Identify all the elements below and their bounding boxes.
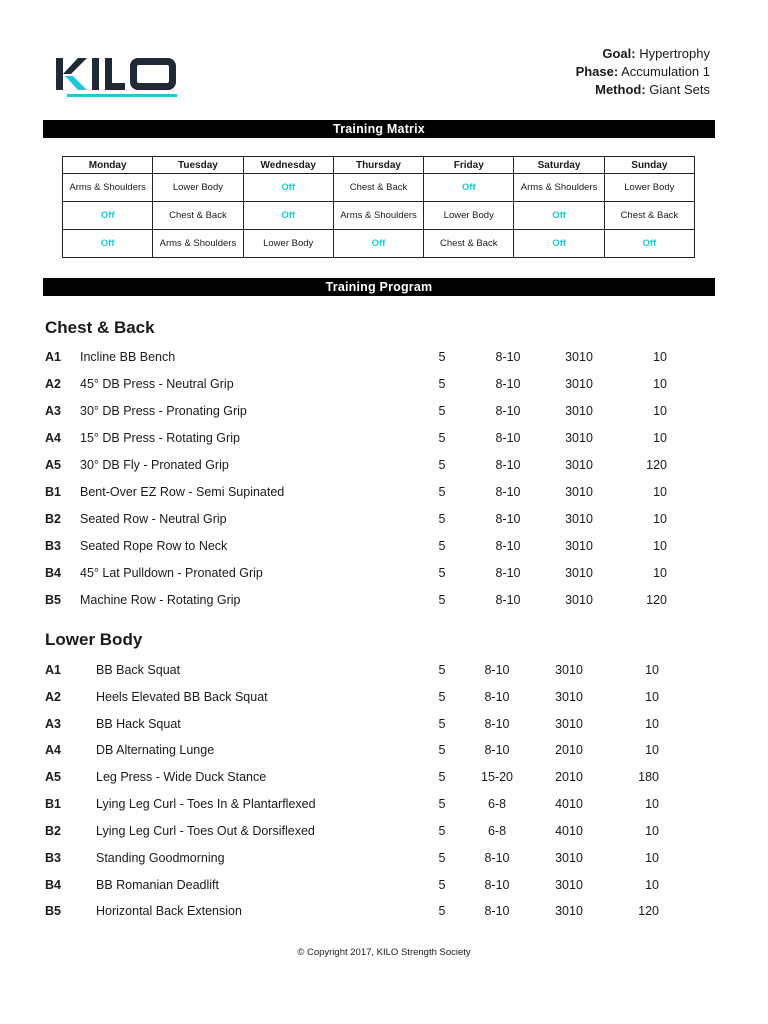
- exercise-rest: 10: [645, 690, 659, 704]
- exercise-row: [0, 483, 768, 501]
- exercise-name: 30° DB Press - Pronating Grip: [80, 404, 247, 418]
- exercise-code: B1: [45, 797, 61, 811]
- day-header: Saturday: [514, 157, 604, 174]
- exercise-sets: 5: [438, 566, 446, 580]
- exercise-tempo: 4010: [555, 824, 583, 838]
- exercise-tempo: 2010: [555, 770, 583, 784]
- day-header: Sunday: [604, 157, 694, 174]
- exercise-rest: 10: [645, 797, 659, 811]
- exercise-reps: 8-10: [484, 878, 510, 892]
- section-title: Lower Body: [45, 630, 143, 649]
- exercise-rest: 10: [653, 350, 667, 364]
- exercise-sets: 5: [438, 377, 446, 391]
- exercise-code: A4: [45, 431, 61, 445]
- exercise-code: A2: [45, 377, 61, 391]
- exercise-code: B3: [45, 851, 61, 865]
- exercise-rest: 10: [653, 566, 667, 580]
- program-meta: [576, 45, 710, 99]
- exercise-rest: 180: [638, 770, 659, 784]
- exercise-sets: 5: [438, 431, 446, 445]
- exercise-row: [0, 849, 768, 867]
- exercise-sets: 5: [438, 404, 446, 418]
- exercise-row: [0, 510, 768, 528]
- exercise-tempo: 3010: [555, 663, 583, 677]
- matrix-cell: Off: [63, 230, 153, 258]
- exercise-reps: 8-10: [495, 539, 521, 553]
- exercise-name: Seated Rope Row to Neck: [80, 539, 228, 553]
- exercise-reps: 8-10: [495, 377, 521, 391]
- exercise-rest: 120: [646, 458, 667, 472]
- section-title: Chest & Back: [45, 318, 155, 337]
- matrix-row: [63, 202, 695, 230]
- exercise-tempo: 3010: [565, 593, 593, 607]
- exercise-reps: 8-10: [495, 350, 521, 364]
- day-header: Friday: [424, 157, 514, 174]
- exercise-name: Leg Press - Wide Duck Stance: [96, 770, 267, 784]
- phase-line: Phase: Accumulation 1: [575, 64, 710, 79]
- exercise-sets: 5: [438, 743, 446, 757]
- exercise-sets: 5: [438, 690, 446, 704]
- matrix-cell: Lower Body: [153, 174, 243, 202]
- matrix-header-row: [63, 157, 695, 174]
- day-header: Tuesday: [153, 157, 243, 174]
- matrix-cell: Off: [514, 202, 604, 230]
- exercise-tempo: 3010: [565, 485, 593, 499]
- exercise-name: BB Romanian Deadlift: [96, 878, 219, 892]
- exercise-code: A2: [45, 690, 61, 704]
- exercise-sets: 5: [438, 797, 446, 811]
- exercise-row: [0, 768, 768, 786]
- exercise-code: B2: [45, 824, 61, 838]
- exercise-code: B4: [45, 878, 61, 892]
- exercise-sets: 5: [438, 485, 446, 499]
- training-matrix-header: Training Matrix: [43, 120, 715, 138]
- matrix-cell: Arms & Shoulders: [153, 230, 243, 258]
- exercise-tempo: 3010: [565, 458, 593, 472]
- exercise-rest: 10: [645, 824, 659, 838]
- exercise-tempo: 3010: [565, 431, 593, 445]
- exercise-code: A1: [45, 663, 61, 677]
- exercise-sets: 5: [438, 350, 446, 364]
- exercise-code: A5: [45, 458, 61, 472]
- training-matrix-table: [62, 156, 695, 258]
- exercise-name: Horizontal Back Extension: [96, 904, 242, 918]
- exercise-tempo: 3010: [555, 717, 583, 731]
- exercise-sets: 5: [438, 717, 446, 731]
- exercise-name: DB Alternating Lunge: [96, 743, 215, 757]
- exercise-sets: 5: [438, 851, 446, 865]
- matrix-cell: Chest & Back: [604, 202, 694, 230]
- exercise-name: Lying Leg Curl - Toes In & Plantarflexed: [96, 797, 316, 811]
- exercise-name: Lying Leg Curl - Toes Out & Dorsiflexed: [96, 824, 315, 838]
- exercise-tempo: 3010: [565, 566, 593, 580]
- exercise-reps: 8-10: [495, 566, 521, 580]
- exercise-tempo: 4010: [555, 797, 583, 811]
- exercise-name: BB Back Squat: [96, 663, 181, 677]
- exercise-tempo: 3010: [555, 878, 583, 892]
- exercise-rest: 10: [645, 743, 659, 757]
- matrix-cell: Off: [424, 174, 514, 202]
- exercise-row: [0, 402, 768, 420]
- exercise-reps: 8-10: [495, 404, 521, 418]
- matrix-cell: Arms & Shoulders: [514, 174, 604, 202]
- exercise-reps: 8-10: [495, 431, 521, 445]
- exercise-rest: 10: [645, 851, 659, 865]
- day-header: Wednesday: [243, 157, 333, 174]
- matrix-cell: Off: [243, 202, 333, 230]
- exercise-code: B5: [45, 904, 61, 918]
- exercise-code: B1: [45, 485, 61, 499]
- exercise-row: [0, 876, 768, 894]
- exercise-code: A3: [45, 404, 61, 418]
- exercise-sets: 5: [438, 904, 446, 918]
- exercise-sets: 5: [438, 824, 446, 838]
- matrix-cell: Chest & Back: [333, 174, 423, 202]
- exercise-reps: 8-10: [484, 743, 510, 757]
- exercise-tempo: 2010: [555, 743, 583, 757]
- exercise-row: [0, 822, 768, 840]
- exercise-code: A3: [45, 717, 61, 731]
- exercise-name: BB Hack Squat: [96, 717, 181, 731]
- exercise-row: [0, 375, 768, 393]
- matrix-cell: Chest & Back: [153, 202, 243, 230]
- exercise-code: B2: [45, 512, 61, 526]
- exercise-row: [0, 688, 768, 706]
- exercise-reps: 8-10: [484, 904, 510, 918]
- matrix-cell: Off: [243, 174, 333, 202]
- exercise-sets: 5: [438, 539, 446, 553]
- exercise-row: [0, 564, 768, 582]
- exercise-reps: 6-8: [487, 824, 507, 838]
- training-program-header: Training Program: [43, 278, 715, 296]
- exercise-row: [0, 902, 768, 920]
- exercise-sets: 5: [438, 593, 446, 607]
- exercise-reps: 8-10: [484, 663, 510, 677]
- exercise-name: Seated Row - Neutral Grip: [80, 512, 227, 526]
- exercise-tempo: 3010: [555, 904, 583, 918]
- exercise-row: [0, 661, 768, 679]
- exercise-reps: 8-10: [484, 851, 510, 865]
- exercise-rest: 10: [653, 377, 667, 391]
- exercise-row: [0, 741, 768, 759]
- exercise-tempo: 3010: [565, 377, 593, 391]
- exercise-row: [0, 537, 768, 555]
- exercise-tempo: 3010: [565, 512, 593, 526]
- exercise-tempo: 3010: [565, 539, 593, 553]
- exercise-code: A4: [45, 743, 61, 757]
- exercise-tempo: 3010: [555, 690, 583, 704]
- exercise-rest: 10: [653, 539, 667, 553]
- matrix-cell: Chest & Back: [424, 230, 514, 258]
- exercise-rest: 10: [653, 512, 667, 526]
- exercise-code: B4: [45, 566, 61, 580]
- exercise-reps: 8-10: [495, 458, 521, 472]
- exercise-rest: 10: [645, 878, 659, 892]
- matrix-row: [63, 174, 695, 202]
- copyright-footer: © Copyright 2017, KILO Strength Society: [297, 947, 471, 958]
- exercise-rest: 10: [645, 663, 659, 677]
- matrix-cell: Lower Body: [424, 202, 514, 230]
- day-header: Thursday: [333, 157, 423, 174]
- exercise-rest: 120: [638, 904, 659, 918]
- exercise-code: A1: [45, 350, 61, 364]
- kilo-logo: [54, 54, 180, 100]
- exercise-reps: 6-8: [487, 797, 507, 811]
- exercise-tempo: 3010: [565, 350, 593, 364]
- exercise-sets: 5: [438, 663, 446, 677]
- exercise-sets: 5: [438, 770, 446, 784]
- matrix-cell: Arms & Shoulders: [63, 174, 153, 202]
- exercise-reps: 8-10: [484, 717, 510, 731]
- exercise-reps: 15-20: [481, 770, 513, 784]
- exercise-code: B5: [45, 593, 61, 607]
- exercise-rest: 120: [646, 593, 667, 607]
- matrix-cell: Lower Body: [604, 174, 694, 202]
- exercise-row: [0, 591, 768, 609]
- exercise-code: B3: [45, 539, 61, 553]
- exercise-rest: 10: [645, 717, 659, 731]
- exercise-row: [0, 715, 768, 733]
- matrix-cell: Lower Body: [243, 230, 333, 258]
- exercise-name: Incline BB Bench: [80, 350, 176, 364]
- exercise-row: [0, 456, 768, 474]
- exercise-name: Bent-Over EZ Row - Semi Supinated: [80, 485, 285, 499]
- exercise-reps: 8-10: [495, 512, 521, 526]
- matrix-cell: Off: [333, 230, 423, 258]
- exercise-reps: 8-10: [484, 690, 510, 704]
- exercise-row: [0, 795, 768, 813]
- exercise-sets: 5: [438, 512, 446, 526]
- exercise-reps: 8-10: [495, 593, 521, 607]
- exercise-reps: 8-10: [495, 485, 521, 499]
- matrix-cell: Off: [514, 230, 604, 258]
- exercise-name: 30° DB Fly - Pronated Grip: [80, 458, 229, 472]
- exercise-name: Heels Elevated BB Back Squat: [96, 690, 268, 704]
- method-line: Method: Giant Sets: [595, 82, 710, 97]
- exercise-name: 45° DB Press - Neutral Grip: [80, 377, 234, 391]
- matrix-cell: Off: [63, 202, 153, 230]
- exercise-name: Machine Row - Rotating Grip: [80, 593, 241, 607]
- exercise-tempo: 3010: [565, 404, 593, 418]
- exercise-sets: 5: [438, 878, 446, 892]
- exercise-rest: 10: [653, 431, 667, 445]
- exercise-row: [0, 348, 768, 366]
- exercise-sets: 5: [438, 458, 446, 472]
- matrix-cell: Arms & Shoulders: [333, 202, 423, 230]
- exercise-code: A5: [45, 770, 61, 784]
- exercise-name: 15° DB Press - Rotating Grip: [80, 431, 240, 445]
- exercise-name: Standing Goodmorning: [96, 851, 225, 865]
- exercise-row: [0, 429, 768, 447]
- exercise-rest: 10: [653, 404, 667, 418]
- matrix-cell: Off: [604, 230, 694, 258]
- matrix-row: [63, 230, 695, 258]
- day-header: Monday: [63, 157, 153, 174]
- goal-line: Goal: Hypertrophy: [602, 46, 710, 61]
- exercise-rest: 10: [653, 485, 667, 499]
- exercise-name: 45° Lat Pulldown - Pronated Grip: [80, 566, 263, 580]
- exercise-tempo: 3010: [555, 851, 583, 865]
